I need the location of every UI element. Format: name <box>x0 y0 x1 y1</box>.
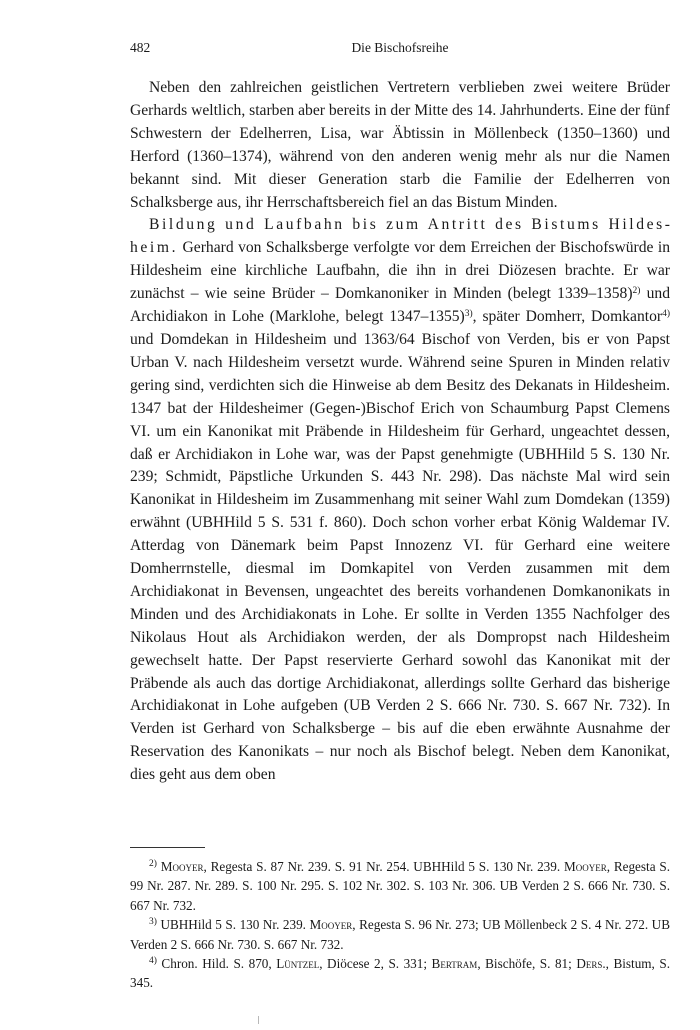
author-bertram: Bertram <box>431 956 478 972</box>
body-text <box>130 77 670 787</box>
footnote-4-text-2: , Diöcese 2, S. 331; <box>319 956 432 972</box>
footnote-2-text-2: , Regesta S. 99 Nr. 287. Nr. 289. S. 100 Nr. 295. S. 102 Nr. 302. S. 103 Nr. 306. UB Verden 2 S. 666 Nr. 730. S. 667 Nr. 732. <box>130 859 670 913</box>
footnote-3-text-1: UBHHild 5 S. 130 Nr. 239. <box>156 917 310 933</box>
paragraph-2-text-1: Gerhard von Schalksberge verfolgte vor dem Erreichen der Bischofswürde in Hildesheim eine kirchliche Laufbahn, die ihn in drei Diözesen brachte. Er war zunächst – wie seine Brüder – Domkanoniker in Minden (belegt 1339–1358) <box>130 239 670 303</box>
author-ders: Ders. <box>576 956 606 972</box>
footnote-3-text-2: , Regesta S. 96 Nr. 273; UB Möllenbeck 2 S. 4 Nr. 272. UB Verden 2 S. 666 Nr. 730. S. 667 Nr. 732. <box>130 917 670 952</box>
section-heading: Bildung und Laufbahn bis zum Antritt des Bistums Hildesheim. <box>130 216 670 257</box>
footnote-ref-2: 2) <box>632 286 641 297</box>
footnote-2-text-1: , Regesta S. 87 Nr. 239. S. 91 Nr. 254. UBHHild 5 S. 130 Nr. 239. <box>203 859 564 874</box>
paragraph-2-text-3: , später Domherr, Domkantor <box>472 308 663 326</box>
footnote-ref-4: 4) <box>662 309 670 320</box>
footnote-4 <box>130 954 670 993</box>
running-head: Die Bischofsreihe <box>351 40 449 55</box>
page-number: 482 <box>130 40 151 55</box>
page-header <box>130 40 670 60</box>
footnote-2 <box>130 857 670 915</box>
footnotes <box>130 857 670 993</box>
footnote-4-text-3: , Bischöfe, S. 81; <box>477 956 577 972</box>
author-mooyer: Mooyer <box>160 859 204 874</box>
paragraph-2-text-4: und Domdekan in Hildesheim und 1363/64 Bischof von Verden, bis er von Papst Urban V. nach Hildesheim versetzt wurde. Während seine Spuren in Minden relativ gering sind, verdichten sich die Hinweise ab dem Besitz des Dekanats in Hildesheim. 1347 bat der Hildesheimer (Gegen-)Bischof Erich von Schaumburg Papst Clemens VI. um ein Kanonikat mit Präbende in Hildesheim für Gerhard, ungeachtet dessen, daß er Archidiakon in Lohe war, was der Papst genehmigte (UBHHild 5 S. 130 Nr. 239; Schmidt, Päpstliche Urkunden S. 443 Nr. 298). Das nächste Mal wird sein Kanonikat in Hildesheim im Zusammenhang mit seiner Wahl zum Domdekan (1359) erwähnt (UBHHild 5 S. 531 f. 860). Doch schon vorher erbat König Waldemar IV. Atterdag von Dänemark beim Papst Innozenz VI. für Gerhard eine weitere Domherrnstelle, diesmal im Domkapitel von Verden zusammen mit dem Archidiakonat in Bevensen, ungeachtet des bereits vorhandenen Domkanonikats in Minden und des Archidiakonats in Lohe. Er sollte in Verden 1355 Nachfolger des Nikolaus Hout als Archidiakon werden, der als Dompropst nach Hildesheim gewechselt hatte. Der Papst reservierte Gerhard sowohl das Kanonikat mit der Präbende als auch das dortige Archidiakonat, allerdings sollte Gerhard das bisherige Archidiakonat in Lohe aufgeben (UB Verden 2 S. 666 Nr. 730. S. 667 Nr. 732). In Verden ist Gerhard von Schalksberge – bis auf die eben erwähnte Ausnahme der Reservation des Kanonikats – nur noch als Bischof belegt. Neben dem Kanonikat, dies geht aus dem oben <box>130 330 670 784</box>
footnote-4-text-4: , Bistum, S. 345. <box>130 956 670 991</box>
footnote-ref-3: 3) <box>464 309 473 320</box>
footnote-separator <box>130 847 205 848</box>
footnote-2-mark: 2) <box>149 859 157 869</box>
footnote-3-mark: 3) <box>149 917 157 928</box>
author-luentzel: Lüntzel <box>276 956 320 972</box>
paragraph-2-text-2: und Archidiakon in Lohe (Marklohe, belegt 1347–1355) <box>130 285 670 326</box>
footnote-4-text-1: Chron. Hild. S. 870, <box>156 956 277 972</box>
scan-mark <box>258 1016 259 1024</box>
paragraph-1: Neben den zahlreichen geistlichen Vertretern verblieben zwei weitere Brüder Gerhards weltlich, starben aber bereits in der Mitte des 14. Jahrhunderts. Eine der fünf Schwestern der Edelherren, Lisa, war Äbtissin in Möllenbeck (1350–1360) und Herford (1360–1374), während von den anderen wenig mehr als nur die Namen bekannt sind. Mit dieser Generation starb die Familie der Edelherren von Schalksberge aus, ihr Herrschaftsbereich fiel an das Bistum Minden. <box>130 79 670 211</box>
footnote-4-mark: 4) <box>149 956 157 967</box>
footnote-3 <box>130 915 670 954</box>
author-mooyer: Mooyer <box>309 917 353 933</box>
author-mooyer: Mooyer <box>563 859 607 874</box>
paragraph-2 <box>130 214 670 787</box>
